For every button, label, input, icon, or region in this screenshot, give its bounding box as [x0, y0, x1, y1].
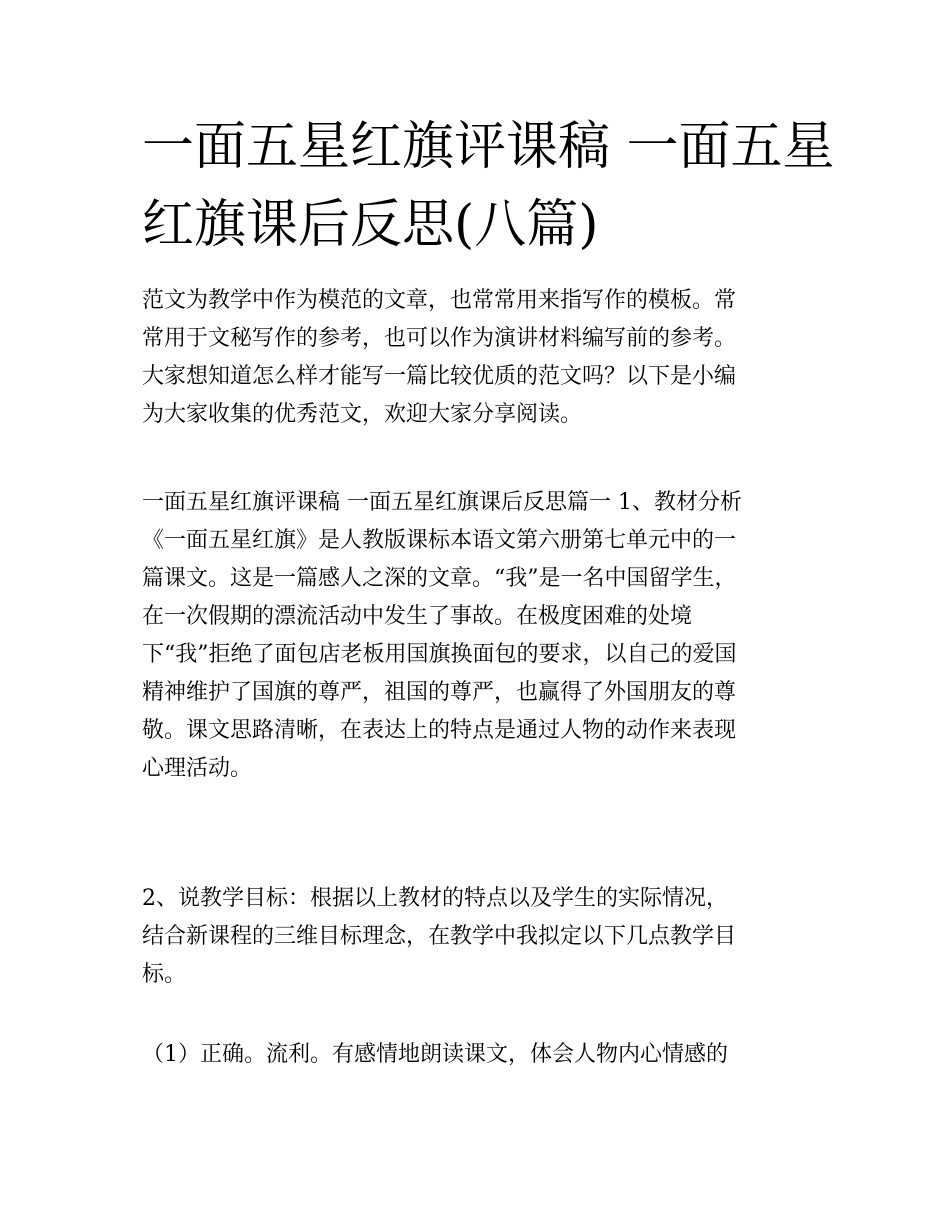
paragraph-line: 心理活动。	[142, 756, 253, 781]
objectives-paragraph	[142, 880, 814, 994]
paragraph-line: 在一次假期的漂流活动中发生了事故。在极度困难的处境	[142, 604, 693, 629]
paragraph-line: 敬。课文思路清晰，在表达上的特点是通过人物的动作来表现	[142, 718, 737, 743]
intro-paragraph	[142, 282, 814, 434]
objective-item-paragraph	[142, 1036, 814, 1074]
paragraph-line: 结合新课程的三维目标理念，在教学中我拟定以下几点教学目	[142, 924, 737, 949]
paragraph-line: 标。	[142, 962, 187, 987]
paragraph-line: 精神维护了国旗的尊严，祖国的尊严，也赢得了外国朋友的尊	[142, 680, 737, 705]
analysis-paragraph	[142, 484, 814, 788]
paragraph-line: 常用于文秘写作的参考，也可以作为演讲材料编写前的参考。	[142, 326, 737, 351]
title-line: 一面五星红旗评课稿 一面五星	[142, 117, 835, 177]
title-line: 红旗课后反思(八篇)	[142, 195, 599, 255]
paragraph-line: （1）正确。流利。有感情地朗读课文，体会人物内心情感的	[142, 1042, 728, 1067]
paragraph-line: 为大家收集的优秀范文，欢迎大家分享阅读。	[142, 402, 583, 427]
document-title	[142, 108, 835, 264]
paragraph-line: 2、说教学目标：根据以上教材的特点以及学生的实际情况，	[142, 886, 728, 911]
paragraph-line: 大家想知道怎么样才能写一篇比较优质的范文吗？以下是小编	[142, 364, 737, 389]
paragraph-line: 范文为教学中作为模范的文章，也常常用来指写作的模板。常	[142, 288, 737, 313]
paragraph-line: 篇课文。这是一篇感人之深的文章。“我”是一名中国留学生，	[142, 566, 737, 591]
paragraph-line: 一面五星红旗评课稿 一面五星红旗课后反思篇一 1、教材分析	[142, 490, 742, 515]
paragraph-line: 《一面五星红旗》是人教版课标本语文第六册第七单元中的一	[142, 528, 737, 553]
paragraph-line: 下“我”拒绝了面包店老板用国旗换面包的要求，以自己的爱国	[142, 642, 737, 667]
